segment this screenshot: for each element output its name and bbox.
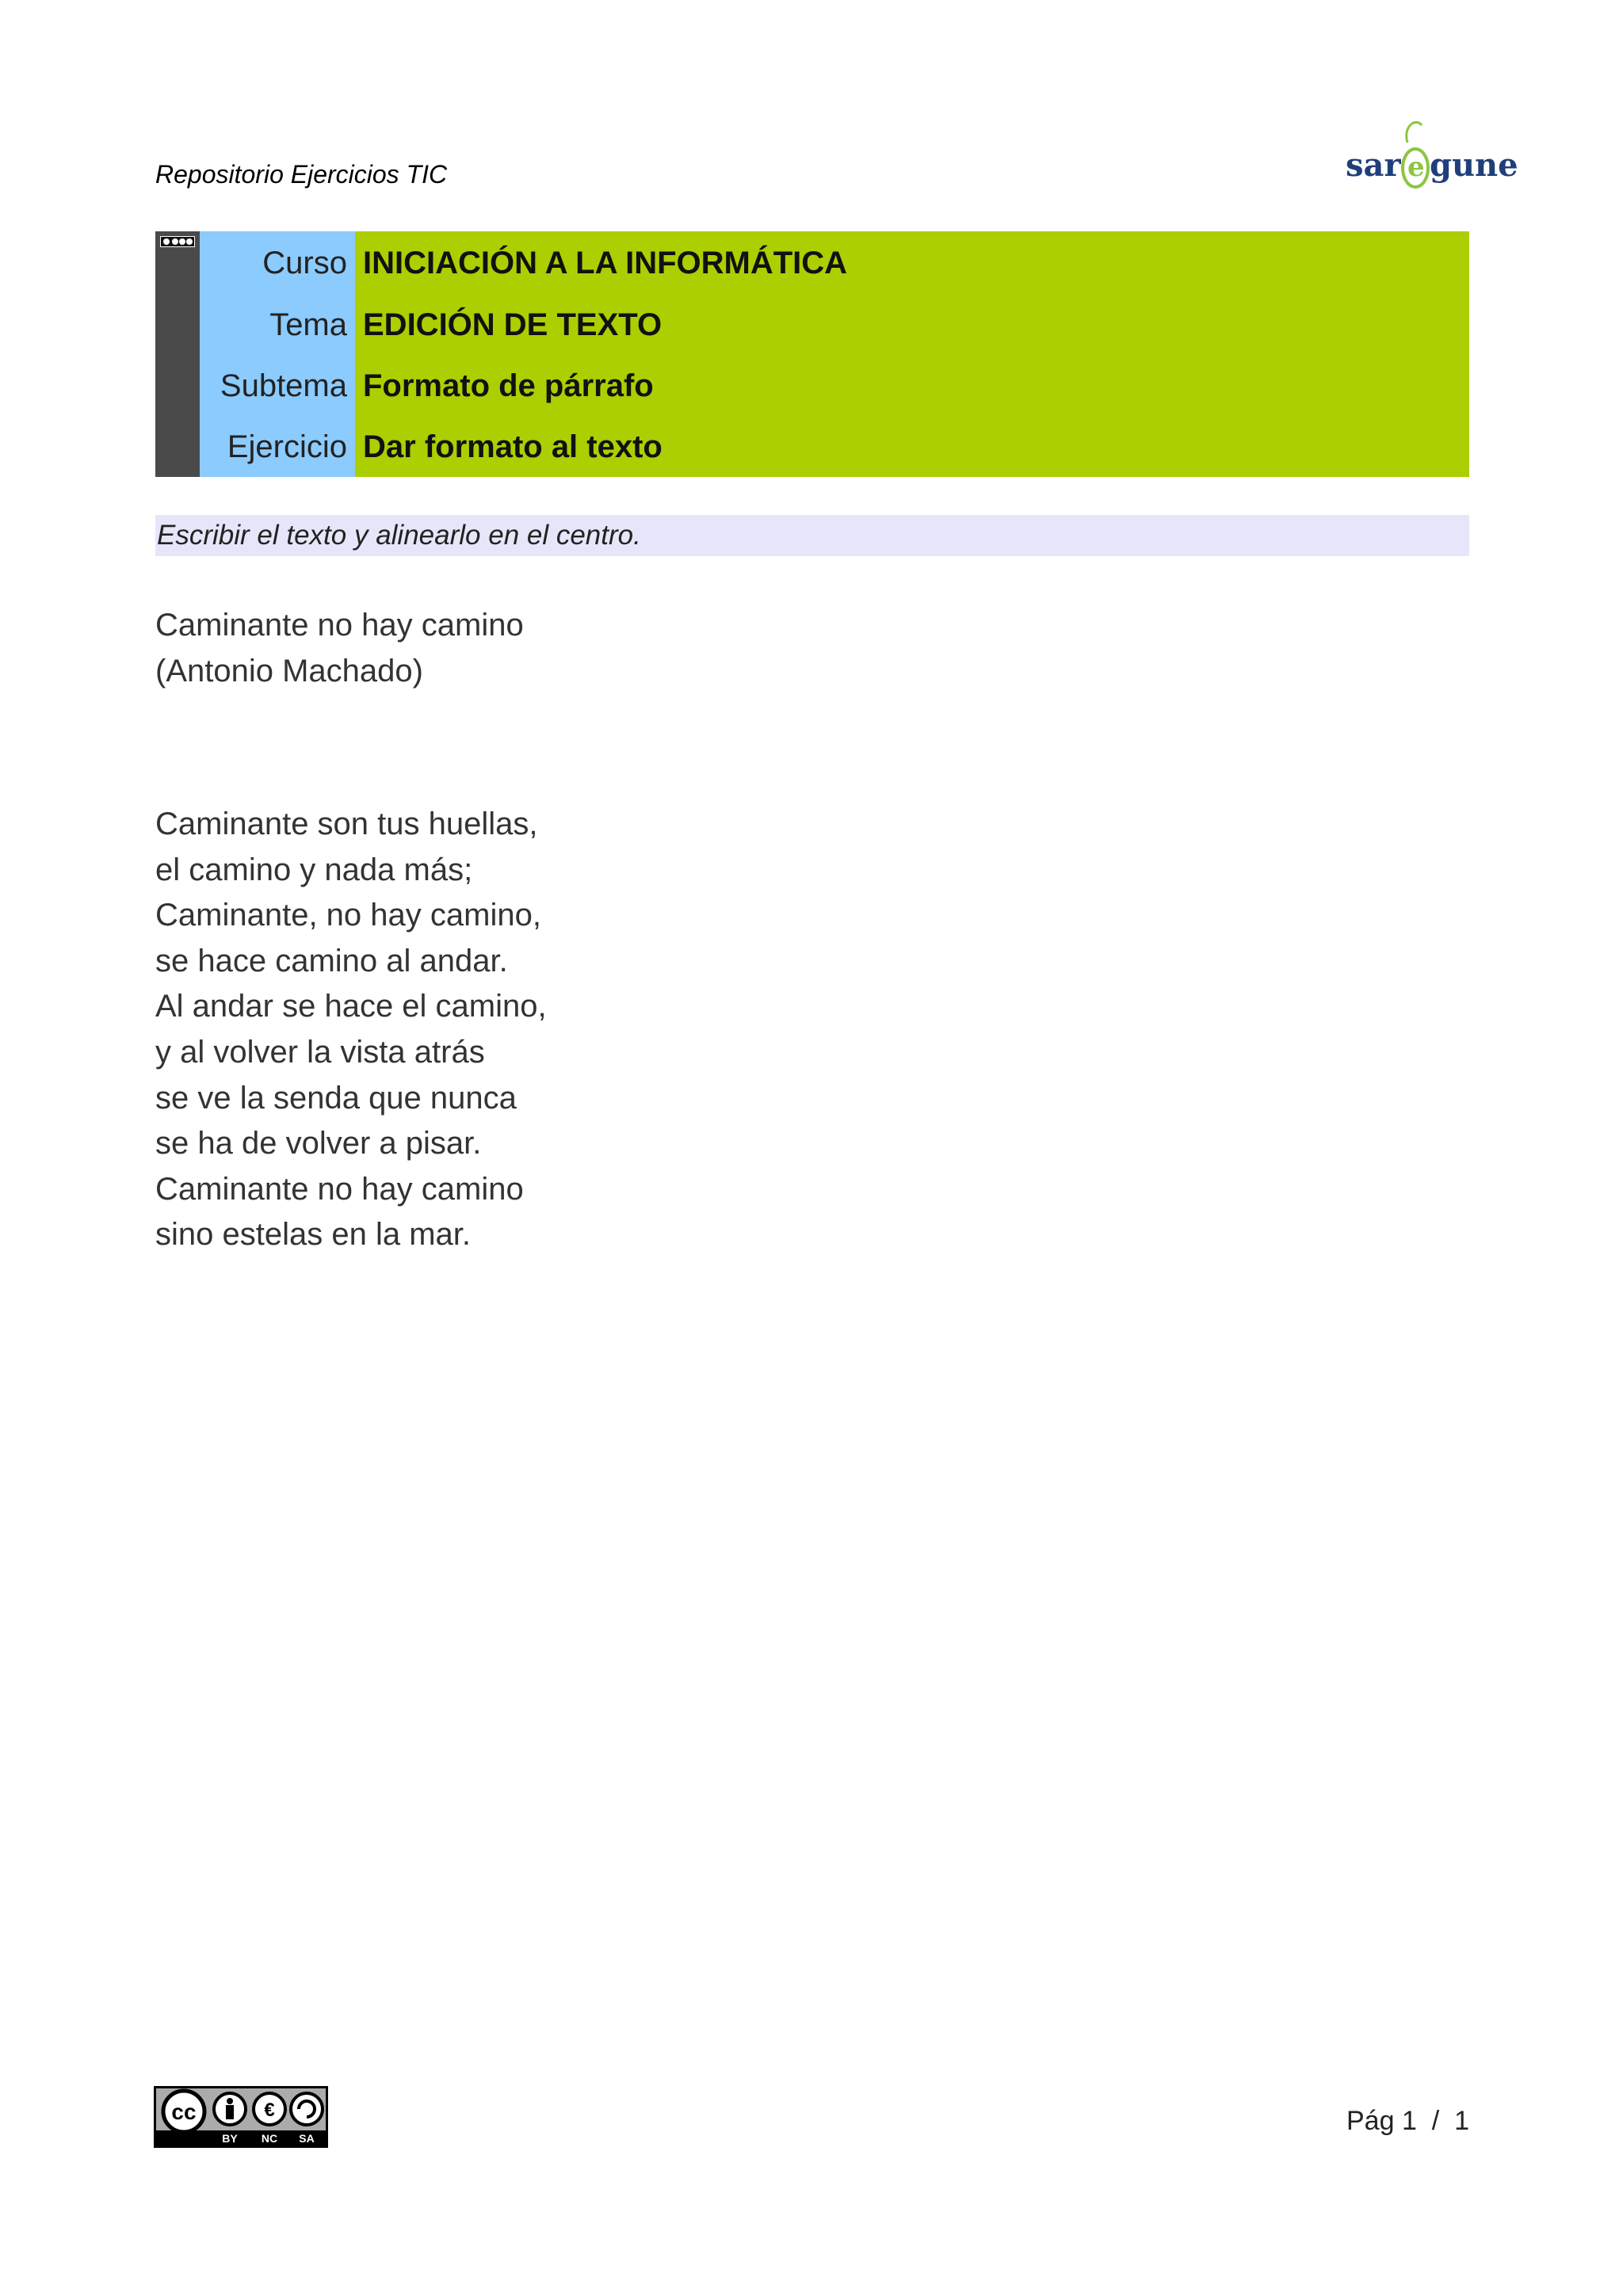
poem-verses xyxy=(155,802,547,1258)
verse-line: el camino y nada más; xyxy=(155,852,473,887)
exercise-info-table xyxy=(155,231,1469,477)
verse-line: Caminante son tus huellas, xyxy=(155,807,538,841)
license-sa: SA xyxy=(299,2132,315,2145)
label-ejercicio: Ejercicio xyxy=(227,429,347,464)
license-nc: NC xyxy=(261,2132,278,2145)
label-curso: Curso xyxy=(262,246,347,280)
logo-text-left: sar xyxy=(1346,147,1401,184)
label-tema: Tema xyxy=(269,307,347,342)
sareguene-logo xyxy=(1339,111,1518,198)
label-subtema: Subtema xyxy=(220,368,347,403)
value-ejercicio: Dar formato al texto xyxy=(363,429,663,464)
license-by: BY xyxy=(222,2132,238,2145)
verse-line: se hace camino al andar. xyxy=(155,943,508,978)
mini-license-icon xyxy=(160,236,195,247)
verse-line: Caminante no hay camino xyxy=(155,1171,524,1207)
page-number: Pág 1 / 1 xyxy=(1346,2106,1469,2136)
instruction-text: Escribir el texto y alinearlo en el centro. xyxy=(157,520,641,551)
header-title: Repositorio Ejercicios TIC xyxy=(155,160,448,189)
logo-text-right: gune xyxy=(1430,147,1518,184)
poem-title-block xyxy=(155,603,524,694)
svg-text:e: e xyxy=(1407,151,1425,183)
verse-line: se ha de volver a pisar. xyxy=(155,1126,482,1161)
verse-line: Caminante, no hay camino, xyxy=(155,898,541,933)
svg-text:€: € xyxy=(264,2100,275,2121)
value-curso: INICIACIÓN A LA INFORMÁTICA xyxy=(363,246,848,280)
value-subtema: Formato de párrafo xyxy=(363,368,654,403)
verse-line: y al volver la vista atrás xyxy=(155,1034,485,1070)
info-side-strip xyxy=(155,231,200,477)
instruction-bar xyxy=(155,515,1469,556)
cc-license-badge xyxy=(154,2086,328,2148)
info-values-column xyxy=(355,231,1469,477)
info-labels-column xyxy=(200,231,355,477)
verse-line: sino estelas en la mar. xyxy=(155,1217,471,1253)
cc-mark-text: cc xyxy=(171,2100,197,2124)
poem-title: Caminante no hay camino xyxy=(155,608,524,643)
verse-line: se ve la senda que nunca xyxy=(155,1080,517,1116)
value-tema: EDICIÓN DE TEXTO xyxy=(363,307,663,342)
verse-line: Al andar se hace el camino, xyxy=(155,989,547,1024)
poem-author: (Antonio Machado) xyxy=(155,653,423,688)
